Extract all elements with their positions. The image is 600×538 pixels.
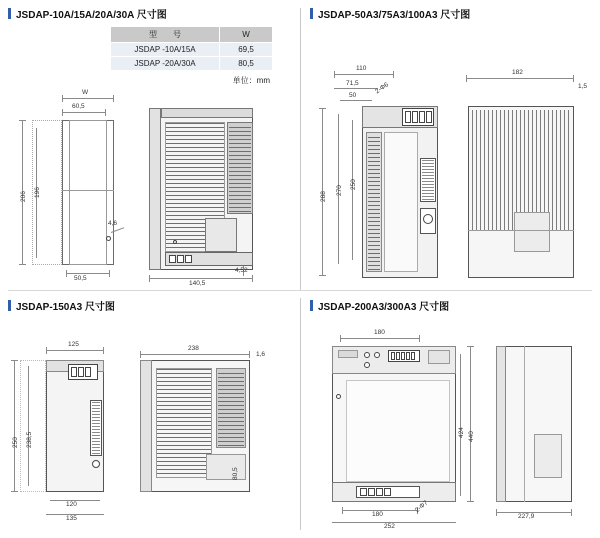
drawing-1-side-view (14, 90, 144, 290)
cell-w: 69,5 (220, 43, 273, 57)
dim-288: 288 (320, 191, 327, 202)
dim-135: 135 (66, 515, 77, 522)
dim-2279: 227,9 (518, 513, 535, 520)
dim-2phi6: 2-Φ6 (373, 81, 390, 96)
drawing-1-front-view (143, 100, 288, 295)
cell-model: JSDAP -20A/30A (111, 57, 220, 71)
table-row (111, 43, 273, 57)
divider-vertical-bottom (300, 298, 301, 530)
dim-250: 250 (350, 179, 357, 190)
unit-note: 单位：mm (232, 76, 270, 85)
divider-vertical-top (300, 8, 301, 290)
dim-2385: 238,5 (26, 431, 33, 448)
column-header-w: W (220, 27, 273, 43)
section-3-title: JSDAP-150A3 尺寸图 (8, 298, 294, 313)
section-4-title: JSDAP-200A3/300A3 尺寸图 (310, 298, 596, 313)
dim-250b: 250 (12, 437, 19, 448)
dim-715: 71,5 (346, 80, 359, 87)
dim-50: 50 (349, 92, 357, 99)
section-4 (310, 298, 596, 313)
dim-2phi7: 2-Φ7 (413, 499, 430, 515)
cell-model: JSDAP -10A/15A (111, 43, 220, 57)
dim-180-bottom: 180 (372, 511, 383, 518)
dim-424: 424 (458, 427, 465, 438)
dim-1405: 140,5 (189, 280, 206, 287)
dim-125: 125 (68, 341, 79, 348)
section-2 (310, 6, 596, 21)
spec-table-wrapper (110, 26, 273, 86)
dim-180-top: 180 (374, 329, 385, 336)
dim-hole-46: 4,6 (108, 220, 118, 227)
drawing-2 (318, 62, 592, 287)
column-header-model: 型 号 (111, 27, 220, 43)
dim-top-605: 60,5 (72, 103, 85, 110)
drawing-3 (10, 330, 294, 530)
dim-w: W (82, 89, 89, 96)
dim-805: 80,5 (232, 467, 239, 480)
section-2-title: JSDAP-50A3/75A3/100A3 尺寸图 (310, 6, 596, 21)
section-3 (8, 298, 294, 313)
dim-196: 196 (34, 187, 41, 198)
dim-bottom-505: 50,5 (74, 275, 87, 282)
cell-w: 80,5 (220, 57, 273, 71)
dim-440: 440 (468, 431, 475, 442)
dim-15: 1,5 (578, 83, 588, 90)
table-header-row (111, 27, 273, 43)
dim-182: 182 (512, 69, 523, 76)
dim-16: 1,6 (256, 351, 266, 358)
dim-206: 206 (20, 191, 27, 202)
dim-110: 110 (356, 65, 367, 72)
dim-238: 238 (188, 345, 199, 352)
dim-252: 252 (384, 523, 395, 530)
spec-table (110, 26, 273, 71)
dim-270: 270 (336, 185, 343, 196)
section-1 (8, 6, 294, 21)
table-row (111, 57, 273, 71)
section-1-title: JSDAP-10A/15A/20A/30A 尺寸图 (8, 6, 294, 21)
dim-120: 120 (66, 501, 77, 508)
dim-452: 4,52 (235, 267, 248, 274)
divider-horizontal (8, 290, 592, 291)
drawing-4 (312, 322, 596, 530)
